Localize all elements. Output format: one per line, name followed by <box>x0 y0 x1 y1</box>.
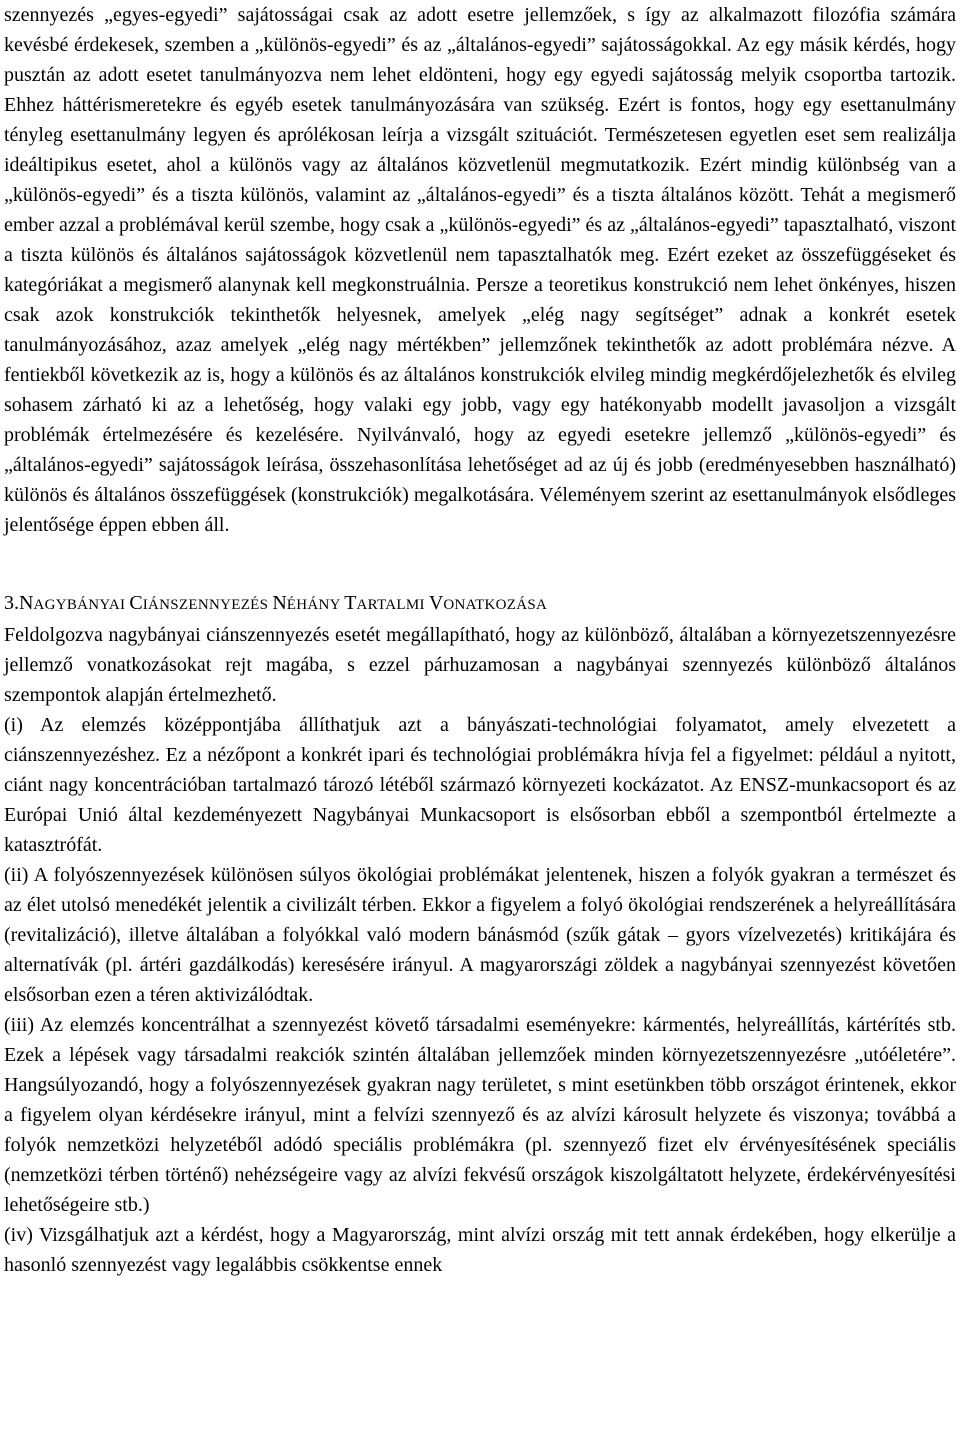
section-heading <box>4 588 956 620</box>
intro-paragraph: szennyezés „egyes-egyedi” sajátosságai csak az adott esetre jellemzőek, s így az alkalmazott filozófia számára kevésbé érdekesek, szemben a „különös-egyedi” és az „általános-egyedi” sajátosságokkal. Az egy másik kérdés, hogy pusztán az adott esetet tanulmányozva nem lehet eldönteni, hogy egy egyedi sajátosság melyik csoportba tartozik. Ehhez háttérismeretekre és egyéb esetek tanulmányozására van szükség. Ezért is fontos, hogy egy esettanulmány tényleg esettanulmány legyen és aprólékosan leírja a vizsgált szituációt. Természetesen egyetlen eset sem realizálja ideáltipikus esetet, ahol a különös vagy az általános közvetlenül megmutatkozik. Ezért mindig különbség van a „különös-egyedi” és a tiszta különös, valamint az „általános-egyedi” és a tiszta általános között. Tehát a megismerő ember azzal a problémával kerül szembe, hogy csak a „különös-egyedi” és az „általános-egyedi” tapasztalható, viszont a tiszta különös és általános sajátosságok közvetlenül nem tapasztalhatók meg. Ezért ezeket az összefüggéseket és kategóriákat a megismerő alanynak kell megkonstruálnia. Persze a teoretikus konstrukció nem lehet önkényes, hiszen csak azok konstrukciók tekinthetők helyesnek, amelyek „elég nagy segítséget” adnak a konkrét esetek tanulmányozásához, azaz amelyek „elég nagy mértékben” jellemzőnek tekinthetők az adott problémára nézve. A fentiekből következik az is, hogy a különös és az általános konstrukciók elvileg mindig megkérdőjelezhetők és elvileg sohasem zárható ki az a lehetőség, hogy valaki egy jobb, vagy egy hatékonyabb modellt javasoljon a vizsgált problémák értelmezésére és kezelésére. Nyilvánvaló, hogy az egyedi esetekre jellemző „különös-egyedi” és „általános-egyedi” sajátosságok leírása, összehasonlítása lehetőséget ad az új és jobb (eredményesebben használható) különös és általános összefüggések (konstrukciók) megalkotására. Véleményem szerint az esettanulmányok elsődleges jelentősége éppen ebben áll. <box>4 4 956 536</box>
document-page <box>4 0 956 1280</box>
paragraph-point-iii: (iii) Az elemzés koncentrálhat a szennyezést követő társadalmi eseményekre: kármentés, helyreállítás, kártérítés stb. Ezek a lépések vagy társadalmi reakciók szintén általában jellemzőek minden környezetszennyezésre „utóéletére”. Hangsúlyozandó, hogy a folyószennyezések gyakran nagy területet, s mint esetünkben több országot érintenek, ekkor a figyelem olyan kérdésekre irányul, mint a felvízi szennyező és az alvízi károsult helyzete és viszonya; továbbá a folyók nemzetközi helyzetéből adódó speciális problémákra (pl. szennyező fizet elv érvényesítésének speciális (nemzetközi térben történő) nehézségeire vagy az alvízi fekvésű országok kiszolgáltatott helyzete, érdekérvényesítési lehetőségeire stb.) <box>4 1014 956 1216</box>
paragraph-point-i: (i) Az elemzés középpontjába állíthatjuk azt a bányászati-technológiai folyamatot, amely elvezetett a ciánszennyezéshez. Ez a nézőpont a konkrét ipari és technológiai problémákra hívja fel a figyelmet: például a nyitott, ciánt nagy koncentrációban tartalmazó tározó létéből származó környezeti kockázatot. Az ENSZ-munkacsoport és az Európai Unió által kezdeményezett Nagybányai Munkacsoport is elsősorban ebből a szempontból értelmezte a katasztrófát. <box>4 714 956 856</box>
section-title: NAGYBÁNYAI CIÁNSZENNYEZÉS NÉHÁNY TARTALMI VONATKOZÁSA <box>19 592 548 614</box>
paragraph-point-ii: (ii) A folyószennyezések különösen súlyos ökológiai problémákat jelentenek, hiszen a folyók gyakran a természet és az élet utolsó menedékét jelentik a civilizált térben. Ekkor a figyelem a folyó ökológiai rendszerének a helyreállítására (revitalizáció), illetve általában a folyókkal való modern bánásmód (szűk gátak – gyors vízelvezetés) kritikájára és alternatívák (pl. ártéri gazdálkodás) keresésére irányul. A magyarországi zöldek a nagybányai szennyezést követően elsősorban ezen a téren aktivizálódtak. <box>4 864 956 1006</box>
paragraph-intro-section: Feldolgozva nagybányai ciánszennyezés esetét megállapítható, hogy az különböző, általában a környezetszennyezésre jellemző vonatkozásokat rejt magába, s ezzel párhuzamosan a nagybányai szennyezés különböző általános szempontok alapján értelmezhető. <box>4 624 956 706</box>
section-number: 3. <box>4 592 19 614</box>
paragraph-point-iv: (iv) Vizsgálhatjuk azt a kérdést, hogy a Magyarország, mint alvízi ország mit tett annak érdekében, hogy elkerülje a hasonló szennyezést vagy legalábbis csökkentse ennek <box>4 1224 956 1276</box>
